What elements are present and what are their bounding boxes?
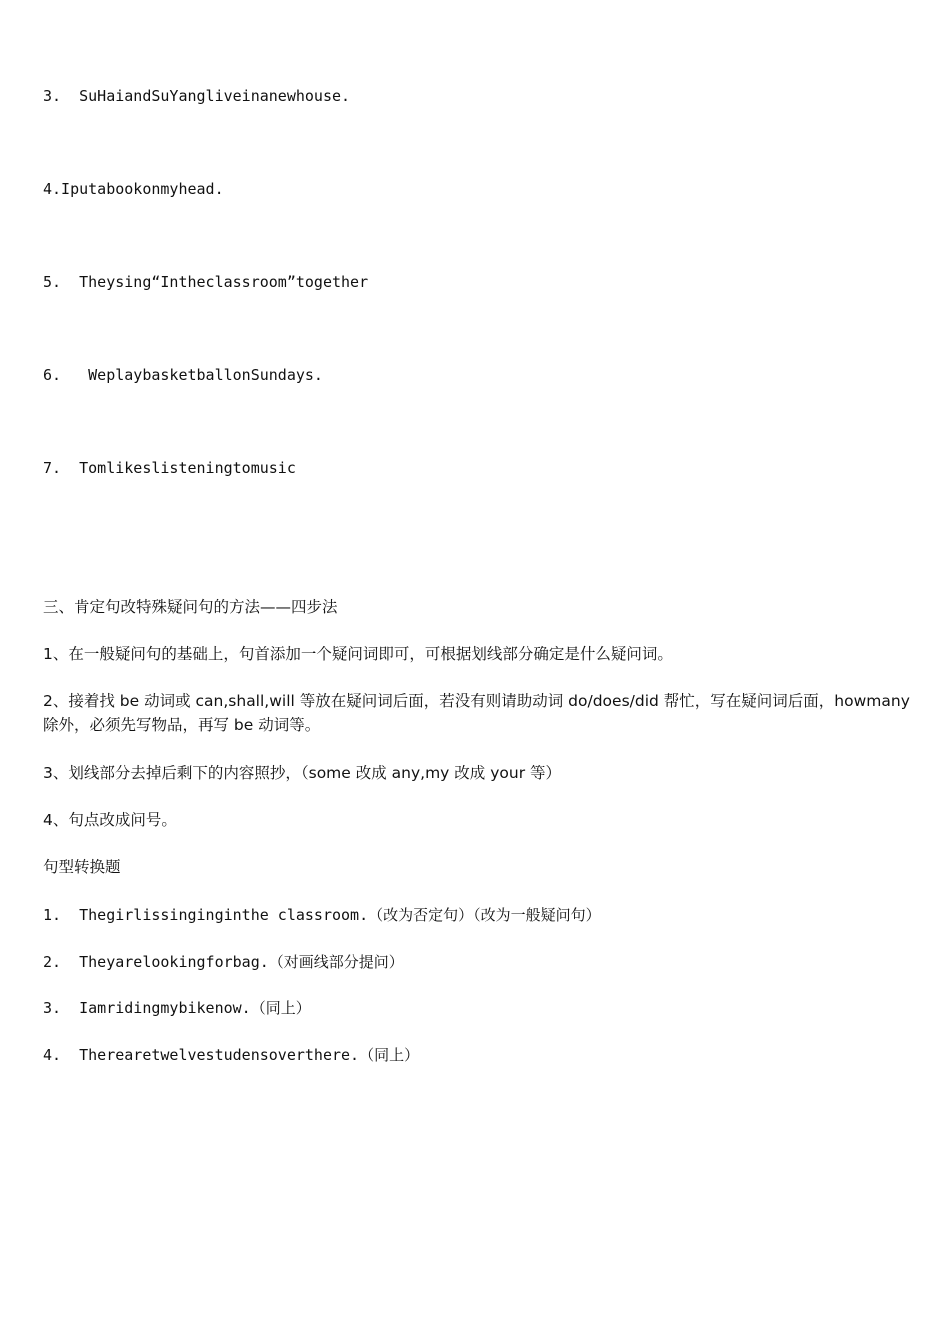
step-item: 2、接着找 be 动词或 can,shall,will 等放在疑问词后面，若没有则请助动词 do/does/did 帮忙，写在疑问词后面，howmany 除外，必须先写物品，再写 be 动词等。: [43, 692, 910, 734]
step-item: 3、划线部分去掉后剩下的内容照抄，（some 改成 any,my 改成 your 等）: [43, 764, 561, 782]
sentence-item: 3. SuHaiandSuYangliveinanewhouse.: [43, 87, 351, 105]
step-item: 1、在一般疑问句的基础上，句首添加一个疑问词即可，可根据划线部分确定是什么疑问词。: [43, 645, 673, 663]
exercise-item: 4. Therearetwelvestudensoverthere.（同上）: [43, 1046, 420, 1064]
sentence-item: 7. Tomlikeslisteningtomusic: [43, 459, 296, 477]
exercise-item: 3. Iamridingmybikenow.（同上）: [43, 999, 311, 1017]
section-heading: 三、肯定句改特殊疑问句的方法——四步法: [43, 598, 338, 616]
sentence-item: 6. WeplaybasketballonSundays.: [43, 366, 323, 384]
step-item: 4、句点改成问号。: [43, 811, 177, 829]
exercise-item: 1. Thegirlissinginginthe classroom.（改为否定句）（改为一般疑问句）: [43, 906, 601, 924]
exercise-item: 2. Theyarelookingforbag.（对画线部分提问）: [43, 953, 404, 971]
exercise-title: 句型转换题: [43, 858, 121, 876]
sentence-item: 4.Iputabookonmyhead.: [43, 180, 224, 198]
sentence-item: 5. Theysing“Intheclassroom”together: [43, 273, 369, 291]
